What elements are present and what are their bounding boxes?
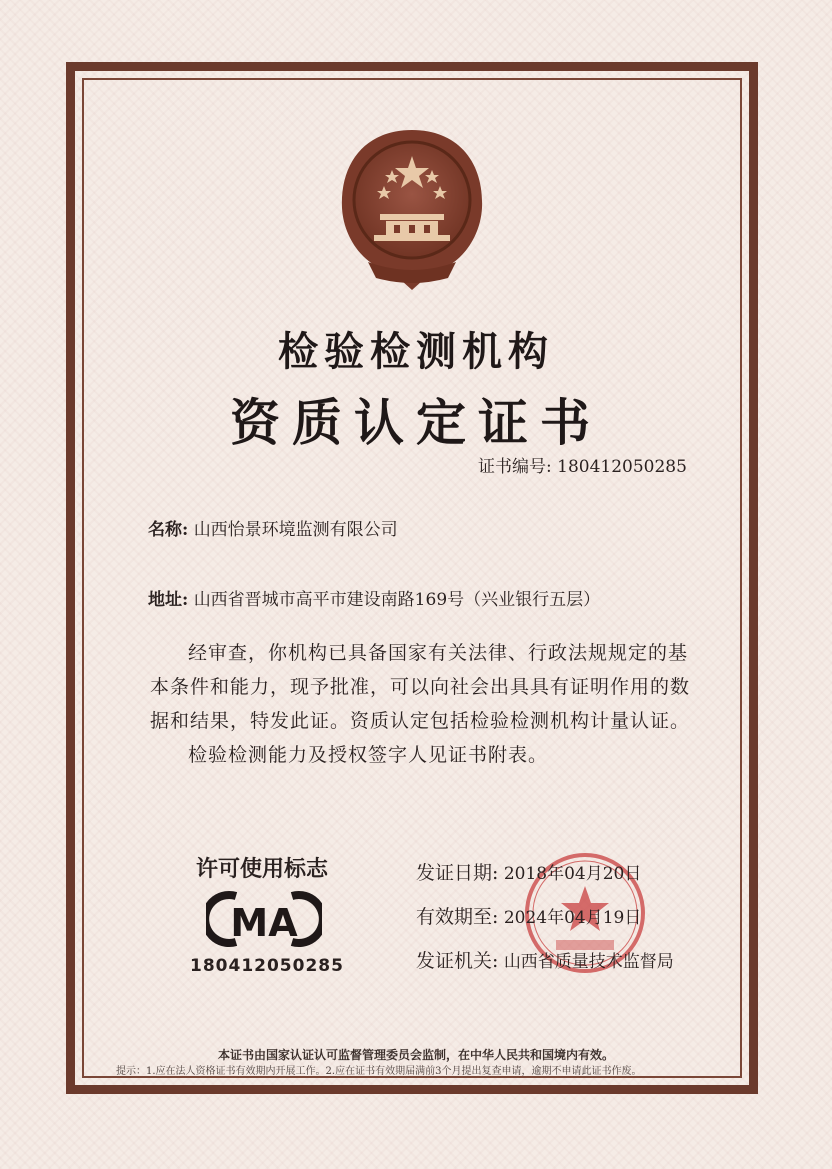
issue-date-row	[416, 858, 641, 885]
certificate-number-value: 180412050285	[557, 457, 687, 477]
footer-statement: 本证书由国家认证认可监督管理委员会监制，在中华人民共和国境内有效。	[217, 1048, 614, 1062]
valid-until-row	[416, 902, 641, 929]
name-value: 山西怡景环境监测有限公司	[193, 520, 398, 540]
certificate-number	[478, 452, 687, 477]
valid-until-value: 2024年04月19日	[503, 908, 642, 928]
cma-logo-icon	[206, 890, 322, 948]
certificate-number-label: 证书编号:	[478, 457, 552, 477]
issuer-label: 发证机关:	[416, 950, 499, 972]
national-emblem-icon	[328, 122, 496, 292]
certificate-title-line1: 检验检测机构	[278, 328, 554, 375]
permit-mark-label: 许可使用标志	[196, 856, 329, 882]
valid-until-label: 有效期至:	[416, 906, 499, 928]
address-label: 地址:	[148, 590, 189, 610]
svg-text:MA: MA	[230, 901, 298, 945]
organization-name	[148, 515, 398, 540]
name-label: 名称:	[148, 520, 189, 540]
issue-date-value: 2018年04月20日	[503, 864, 642, 884]
issuer-row	[416, 946, 674, 973]
approval-paragraph: 经审查，你机构已具备国家有关法律、行政法规规定的基本条件和能力，现予批准，可以向社会出具具有证明作用的数据和结果，特发此证。资质认定包括检验检测机构计量认证。	[150, 642, 691, 732]
issue-date-label: 发证日期:	[416, 862, 499, 884]
certificate-title-line2: 资质认定证书	[230, 393, 602, 452]
issuer-value: 山西省质量技术监督局	[503, 952, 674, 972]
cma-number: 180412050285	[190, 956, 344, 976]
organization-address	[148, 585, 600, 610]
annex-paragraph: 检验检测能力及授权签字人见证书附表。	[188, 744, 549, 766]
address-value: 山西省晋城市高平市建设南路169号（兴业银行五层）	[193, 590, 601, 610]
footer-notice: 提示：1.应在法人资格证书有效期内开展工作。2.应在证书有效期届满前3个月提出复查申请，逾期不申请此证书作废。	[116, 1066, 642, 1077]
